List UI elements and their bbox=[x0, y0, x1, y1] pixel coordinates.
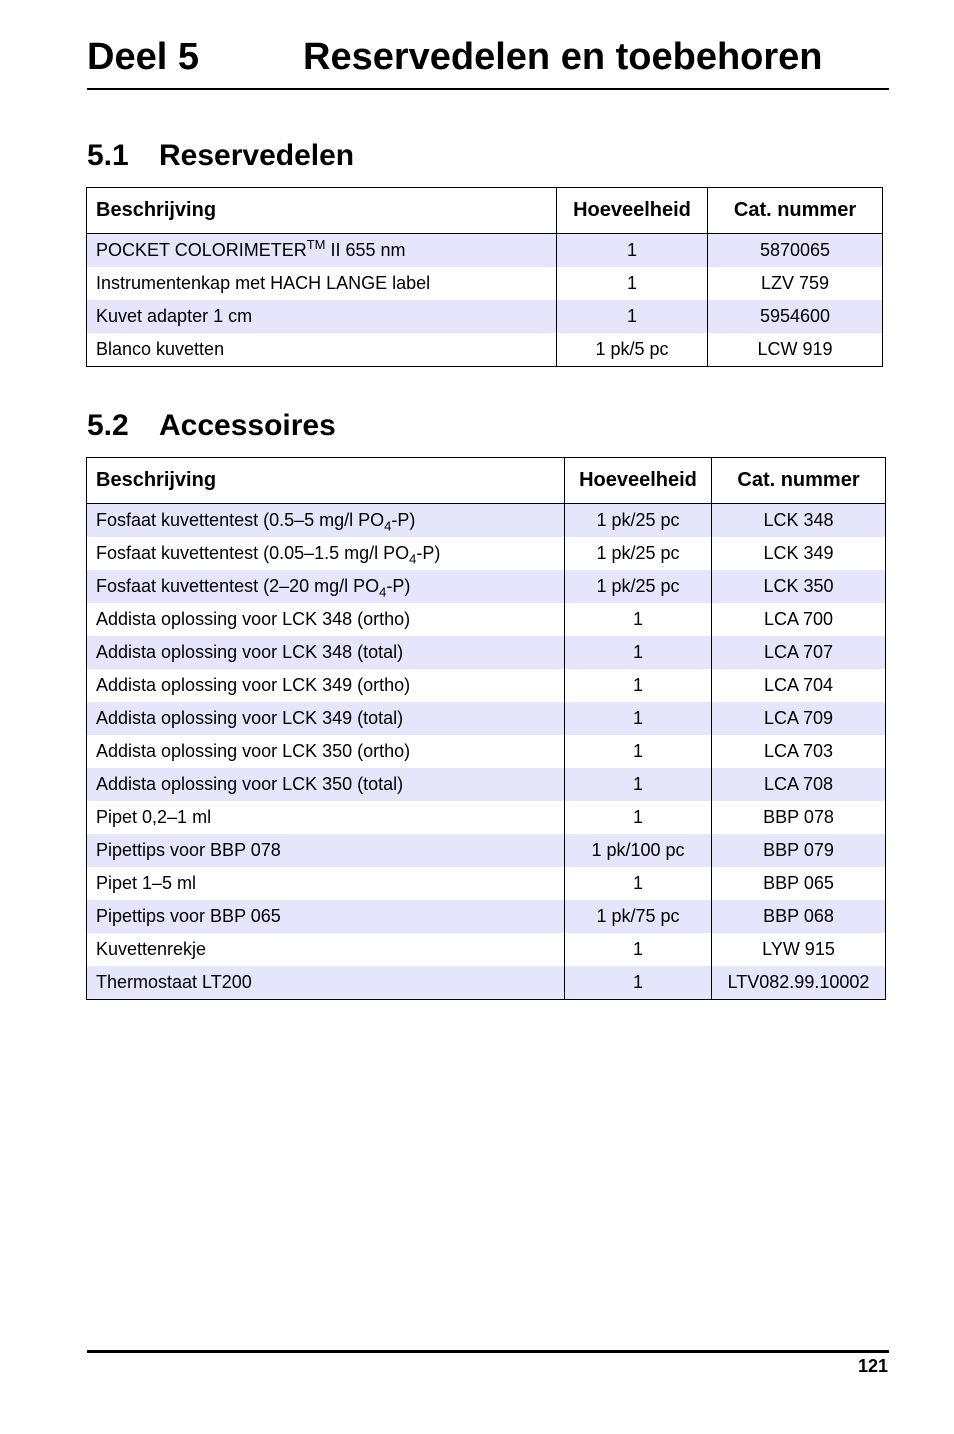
cell-cat-number: LCK 349 bbox=[712, 537, 886, 570]
cell-quantity: 1 pk/25 pc bbox=[565, 537, 712, 570]
description-text: Addista oplossing voor LCK 348 (total) bbox=[96, 642, 404, 662]
description-text: Blanco kuvetten bbox=[96, 339, 225, 359]
column-header-cat-number: Cat. nummer bbox=[708, 188, 883, 234]
cell-quantity: 1 bbox=[565, 966, 712, 1000]
cell-description bbox=[87, 300, 557, 333]
cell-description bbox=[87, 867, 565, 900]
cell-quantity: 1 pk/25 pc bbox=[565, 504, 712, 538]
page-number: 121 bbox=[857, 1356, 888, 1376]
description-suffix: -P) bbox=[416, 543, 441, 563]
cell-cat-number: BBP 068 bbox=[712, 900, 886, 933]
cell-description bbox=[87, 933, 565, 966]
cell-cat-number: BBP 078 bbox=[712, 801, 886, 834]
description-text: Pipettips voor BBP 078 bbox=[96, 840, 281, 860]
description-text: POCKET COLORIMETER bbox=[96, 240, 307, 260]
subscript: 4 bbox=[384, 518, 392, 534]
table-row bbox=[87, 834, 886, 867]
cell-cat-number: 5870065 bbox=[708, 234, 883, 268]
cell-description bbox=[87, 768, 565, 801]
cell-description bbox=[87, 735, 565, 768]
cell-quantity: 1 bbox=[557, 267, 708, 300]
description-text: Addista oplossing voor LCK 349 (ortho) bbox=[96, 675, 411, 695]
cell-cat-number: LYW 915 bbox=[712, 933, 886, 966]
footer-rule bbox=[87, 1350, 889, 1353]
subscript: 4 bbox=[409, 551, 417, 567]
description-text: Fosfaat kuvettentest (0.5–5 mg/l PO bbox=[96, 510, 385, 530]
cell-quantity: 1 pk/100 pc bbox=[565, 834, 712, 867]
table-row bbox=[87, 669, 886, 702]
table-row bbox=[87, 267, 883, 300]
cell-cat-number: LTV082.99.10002 bbox=[712, 966, 886, 1000]
column-header-description: Beschrijving bbox=[87, 188, 557, 234]
cell-quantity: 1 bbox=[565, 702, 712, 735]
cell-description bbox=[87, 702, 565, 735]
description-text: Addista oplossing voor LCK 350 (total) bbox=[96, 774, 404, 794]
description-text: Fosfaat kuvettentest (0.05–1.5 mg/l PO bbox=[96, 543, 410, 563]
cell-quantity: 1 pk/75 pc bbox=[565, 900, 712, 933]
subscript: 4 bbox=[379, 584, 387, 600]
cell-quantity: 1 bbox=[565, 768, 712, 801]
accessories-table bbox=[86, 457, 886, 1000]
cell-description bbox=[87, 966, 565, 1000]
chapter-number: Deel 5 bbox=[87, 36, 199, 78]
description-text: Kuvet adapter 1 cm bbox=[96, 306, 253, 326]
cell-description bbox=[87, 234, 557, 268]
cell-quantity: 1 bbox=[565, 933, 712, 966]
cell-cat-number: LCK 348 bbox=[712, 504, 886, 538]
section-number: 5.2 bbox=[87, 409, 129, 442]
cell-description bbox=[87, 570, 565, 603]
description-suffix: -P) bbox=[386, 576, 411, 596]
table-row bbox=[87, 300, 883, 333]
section-heading-reservedelen bbox=[87, 138, 354, 174]
table-row bbox=[87, 333, 883, 367]
cell-quantity: 1 bbox=[565, 669, 712, 702]
cell-cat-number: LCW 919 bbox=[708, 333, 883, 367]
description-text: Pipet 0,2–1 ml bbox=[96, 807, 212, 827]
description-text: Thermostaat LT200 bbox=[96, 972, 252, 992]
section-title: Reservedelen bbox=[159, 139, 355, 172]
description-text: Pipettips voor BBP 065 bbox=[96, 906, 281, 926]
trademark-superscript: TM bbox=[306, 237, 326, 252]
cell-description bbox=[87, 504, 565, 538]
cell-cat-number: BBP 079 bbox=[712, 834, 886, 867]
table-row bbox=[87, 234, 883, 268]
description-text: Kuvettenrekje bbox=[96, 939, 207, 959]
cell-quantity: 1 pk/25 pc bbox=[565, 570, 712, 603]
cell-description bbox=[87, 636, 565, 669]
table-header-row bbox=[87, 458, 886, 504]
cell-description bbox=[87, 669, 565, 702]
description-text: Addista oplossing voor LCK 349 (total) bbox=[96, 708, 404, 728]
column-header-quantity: Hoeveelheid bbox=[565, 458, 712, 504]
section-heading-accessoires bbox=[87, 408, 336, 444]
chapter-heading bbox=[87, 30, 889, 90]
table-row bbox=[87, 537, 886, 570]
cell-cat-number: LCA 709 bbox=[712, 702, 886, 735]
column-header-quantity: Hoeveelheid bbox=[557, 188, 708, 234]
cell-cat-number: LZV 759 bbox=[708, 267, 883, 300]
description-text: Instrumentenkap met HACH LANGE label bbox=[96, 273, 431, 293]
table-row bbox=[87, 933, 886, 966]
cell-quantity: 1 bbox=[565, 801, 712, 834]
cell-cat-number: 5954600 bbox=[708, 300, 883, 333]
description-text: Pipet 1–5 ml bbox=[96, 873, 197, 893]
cell-cat-number: LCA 708 bbox=[712, 768, 886, 801]
table-row bbox=[87, 603, 886, 636]
table-row bbox=[87, 504, 886, 538]
table-row bbox=[87, 702, 886, 735]
section-number: 5.1 bbox=[87, 139, 129, 172]
description-suffix: -P) bbox=[391, 510, 416, 530]
cell-cat-number: LCA 707 bbox=[712, 636, 886, 669]
cell-cat-number: LCA 703 bbox=[712, 735, 886, 768]
table-row bbox=[87, 801, 886, 834]
table-row bbox=[87, 636, 886, 669]
column-header-description: Beschrijving bbox=[87, 458, 565, 504]
cell-quantity: 1 pk/5 pc bbox=[557, 333, 708, 367]
cell-quantity: 1 bbox=[557, 300, 708, 333]
cell-description bbox=[87, 537, 565, 570]
table-row bbox=[87, 570, 886, 603]
table-row bbox=[87, 900, 886, 933]
cell-quantity: 1 bbox=[565, 603, 712, 636]
cell-quantity: 1 bbox=[565, 867, 712, 900]
cell-cat-number: BBP 065 bbox=[712, 867, 886, 900]
table-row bbox=[87, 867, 886, 900]
spare-parts-table bbox=[86, 187, 883, 367]
cell-quantity: 1 bbox=[565, 636, 712, 669]
cell-cat-number: LCK 350 bbox=[712, 570, 886, 603]
chapter-title: Reservedelen en toebehoren bbox=[303, 36, 823, 78]
cell-cat-number: LCA 700 bbox=[712, 603, 886, 636]
table-row bbox=[87, 768, 886, 801]
cell-description bbox=[87, 900, 565, 933]
description-text: Addista oplossing voor LCK 350 (ortho) bbox=[96, 741, 411, 761]
column-header-cat-number: Cat. nummer bbox=[712, 458, 886, 504]
table-row bbox=[87, 966, 886, 1000]
cell-description bbox=[87, 267, 557, 300]
section-title: Accessoires bbox=[159, 409, 336, 442]
table-row bbox=[87, 735, 886, 768]
cell-cat-number: LCA 704 bbox=[712, 669, 886, 702]
description-suffix: II 655 nm bbox=[325, 240, 406, 260]
table-header-row bbox=[87, 188, 883, 234]
cell-description bbox=[87, 834, 565, 867]
cell-quantity: 1 bbox=[565, 735, 712, 768]
description-text: Addista oplossing voor LCK 348 (ortho) bbox=[96, 609, 411, 629]
description-text: Fosfaat kuvettentest (2–20 mg/l PO bbox=[96, 576, 380, 596]
cell-description bbox=[87, 603, 565, 636]
cell-description bbox=[87, 333, 557, 367]
cell-quantity: 1 bbox=[557, 234, 708, 268]
cell-description bbox=[87, 801, 565, 834]
